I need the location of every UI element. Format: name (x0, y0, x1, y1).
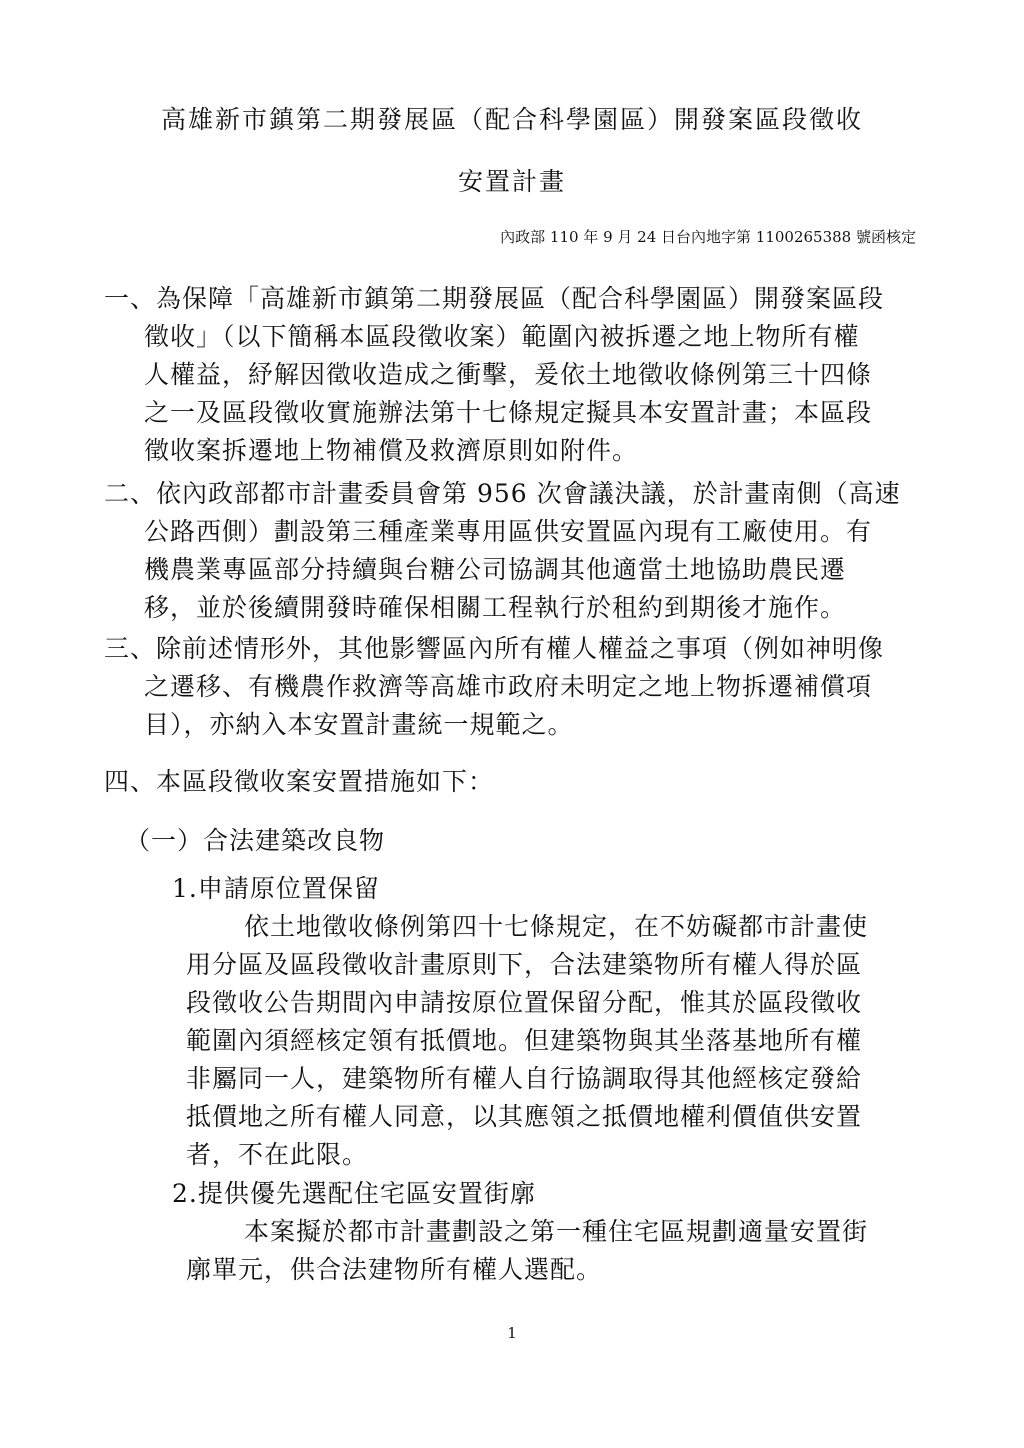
paragraph-line: 二、依內政部都市計畫委員會第 956 次會議決議，於計畫南側（高速 (104, 479, 901, 508)
paragraph-line: 之遷移、有機農作救濟等高雄市政府未明定之地上物拆遷補償項 (144, 672, 873, 701)
paragraph-line: 移，並於後續開發時確保相關工程執行於租約到期後才施作。 (144, 593, 847, 622)
paragraph-line: 一、為保障「高雄新市鎮第二期發展區（配合科學園區）開發案區段 (104, 284, 885, 313)
paragraph-line: 公路西側）劃設第三種產業專用區供安置區內現有工廠使用。有 (144, 517, 873, 546)
list-item-3 (104, 630, 884, 744)
list-item-1 (104, 280, 884, 470)
subitem-2 (172, 1175, 868, 1289)
section-heading: （一）合法建築改良物 (125, 826, 386, 855)
page-number: 1 (507, 1324, 517, 1342)
paragraph-line: 抵價地之所有權人同意，以其應領之抵價地權利價值供安置 (186, 1102, 863, 1131)
document-title: 高雄新市鎮第二期發展區（配合科學園區）開發案區段徵收 (160, 105, 863, 134)
paragraph-line: 機農業專區部分持續與台糖公司協調其他適當土地協助農民遷 (144, 555, 847, 584)
paragraph-line: 徵收案拆遷地上物補償及救濟原則如附件。 (144, 436, 639, 465)
paragraph-line: 人權益，紓解因徵收造成之衝擊，爰依土地徵收條例第三十四條 (144, 360, 873, 389)
paragraph-line: 三、除前述情形外，其他影響區內所有權人權益之事項（例如神明像 (104, 634, 885, 663)
paragraph-line: 本案擬於都市計畫劃設之第一種住宅區規劃適量安置街 (244, 1217, 869, 1246)
subitem-heading: 2.提供優先選配住宅區安置街廓 (172, 1179, 536, 1208)
subitem-body (172, 908, 868, 1174)
paragraph-line: 者，不在此限。 (186, 1140, 369, 1169)
subitem-1 (172, 870, 868, 1174)
paragraph-line: 四、本區段徵收案安置措施如下： (104, 767, 495, 796)
subitem-heading: 1.申請原位置保留 (172, 874, 380, 903)
paragraph-line: 之一及區段徵收實施辦法第十七條規定擬具本安置計畫；本區段 (144, 398, 873, 427)
list-item-4 (104, 763, 494, 801)
paragraph-line: 非屬同一人，建築物所有權人自行協調取得其他經核定發給 (186, 1064, 863, 1093)
list-item-2 (104, 475, 901, 627)
approval-note: 內政部 110 年 9 月 24 日台內地字第 1100265388 號函核定 (500, 228, 916, 246)
paragraph-line: 範圍內須經核定領有抵價地。但建築物與其坐落基地所有權 (186, 1026, 863, 1055)
document-subtitle: 安置計畫 (457, 167, 566, 196)
paragraph-line: 目），亦納入本安置計畫統一規範之。 (144, 710, 574, 739)
paragraph-line: 用分區及區段徵收計畫原則下，合法建築物所有權人得於區 (186, 950, 863, 979)
paragraph-line: 徵收」（以下簡稱本區段徵收案）範圍內被拆遷之地上物所有權 (144, 322, 860, 351)
paragraph-line: 依土地徵收條例第四十七條規定，在不妨礙都市計畫使 (244, 912, 869, 941)
paragraph-line: 廓單元，供合法建物所有權人選配。 (186, 1255, 603, 1284)
paragraph-line: 段徵收公告期間內申請按原位置保留分配，惟其於區段徵收 (186, 988, 863, 1017)
subitem-body (172, 1213, 868, 1289)
